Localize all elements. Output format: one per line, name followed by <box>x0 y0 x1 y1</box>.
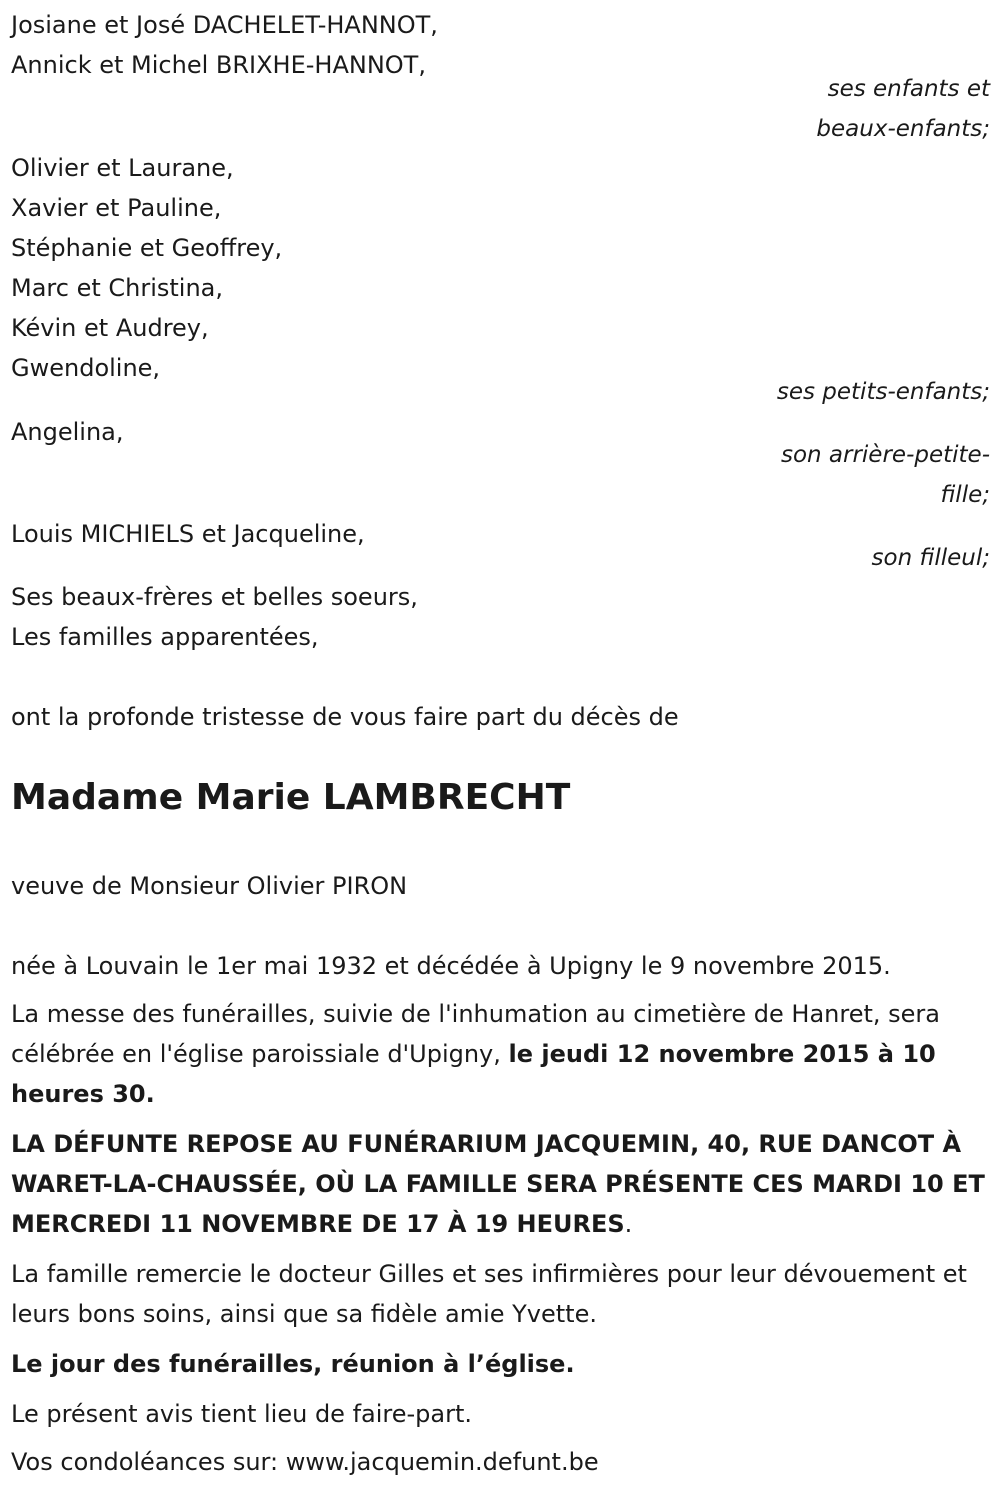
godson-role: son filleul; <box>871 545 990 571</box>
child-line-2: Annick et Michel BRIXHE-HANNOT, <box>11 51 426 79</box>
godson: Louis MICHIELS et Jacqueline, <box>11 520 365 548</box>
mass-date: le jeudi 12 novembre 2015 à 10 heures 30. <box>11 1040 936 1108</box>
funeral-mass-paragraph <box>11 994 989 1114</box>
funerarium-end: . <box>624 1210 633 1238</box>
funerarium-text: LA DÉFUNTE REPOSE AU FUNÉRARIUM JACQUEMIN, 40, RUE DANCOT À WARET-LA-CHAUSSÉE, OÙ LA FAMILLE SERA PRÉSENTE CES MARDI 10 ET MERCREDI 11 NOVEMBRE DE 17 À 19 HEURES <box>11 1130 985 1238</box>
children-role-line-1: ses enfants et <box>827 76 990 102</box>
great-grandchild-role-line-2: fille; <box>940 482 990 508</box>
great-grandchild: Angelina, <box>11 418 124 446</box>
mass-text: La messe des funérailles, suivie de l'inhumation au cimetière de Hanret, sera célébrée en l'église paroissiale d'Upigny, <box>11 1000 941 1068</box>
grandchild-line-4: Marc et Christina, <box>11 274 224 302</box>
child-line-1: Josiane et José DACHELET-HANNOT, <box>11 11 438 39</box>
children-role-line-2: beaux-enfants; <box>816 116 990 142</box>
deceased-name: Madame Marie LAMBRECHT <box>11 777 571 818</box>
birth-death-dates: née à Louvain le 1er mai 1932 et décédée à Upigny le 9 novembre 2015. <box>11 952 891 980</box>
funerarium-paragraph <box>11 1124 989 1244</box>
condolences-line: Vos condoléances sur: www.jacquemin.defunt.be <box>11 1448 599 1476</box>
widow-of: veuve de Monsieur Olivier PIRON <box>11 872 408 900</box>
grandchild-line-2: Xavier et Pauline, <box>11 194 222 222</box>
grandchild-line-1: Olivier et Laurane, <box>11 154 234 182</box>
grandchildren-role: ses petits-enfants; <box>776 379 990 405</box>
grandchild-line-5: Kévin et Audrey, <box>11 314 209 342</box>
thanks-paragraph: La famille remercie le docteur Gilles et ses infirmières pour leur dévouement et leurs bons soins, ainsi que sa fidèle amie Yvette. <box>11 1260 967 1328</box>
others-line-2: Les familles apparentées, <box>11 623 319 651</box>
others-line-1: Ses beaux-frères et belles soeurs, <box>11 583 418 611</box>
great-grandchild-role-line-1: son arrière-petite- <box>780 442 990 468</box>
meeting-note: Le jour des funérailles, réunion à l’église. <box>11 1350 575 1378</box>
notice-note: Le présent avis tient lieu de faire-part. <box>11 1400 473 1428</box>
grandchild-line-6: Gwendoline, <box>11 354 161 382</box>
announcement-text: ont la profonde tristesse de vous faire part du décès de <box>11 703 679 731</box>
grandchild-line-3: Stéphanie et Geoffrey, <box>11 234 283 262</box>
